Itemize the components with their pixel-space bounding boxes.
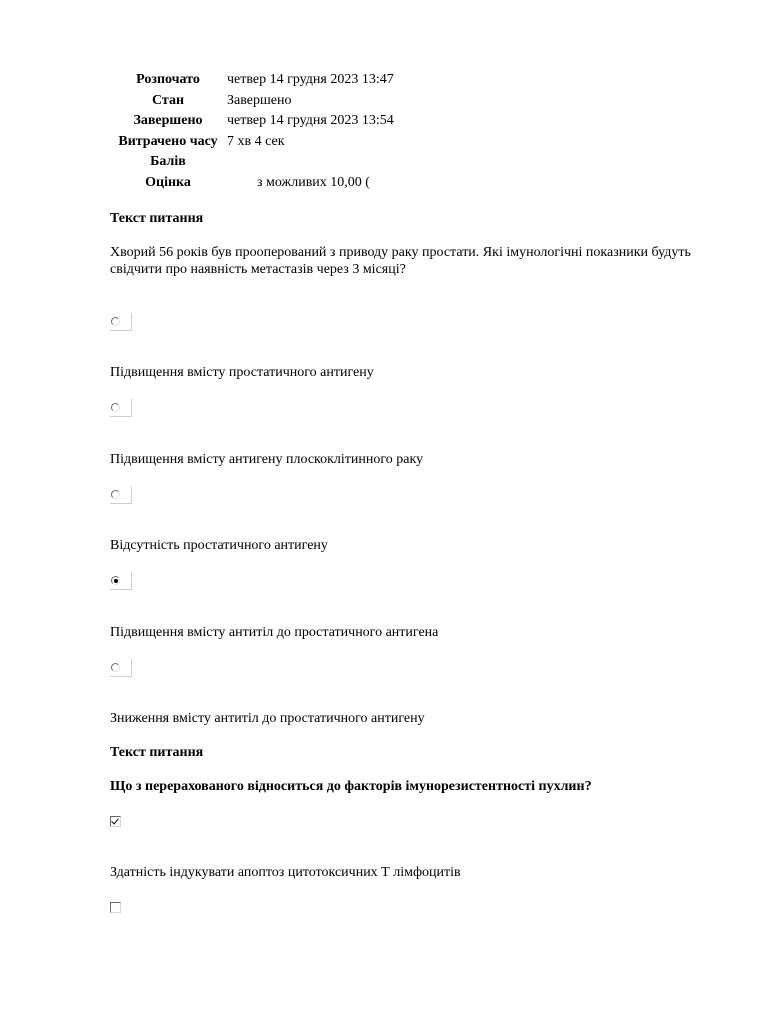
started-label: Розпочато (136, 72, 200, 88)
summary-row-finished (112, 111, 394, 132)
time-taken-label: Витрачено часу (118, 133, 218, 149)
question-2-text: Що з перерахованого відноситься до факторів імунорезистентності пухлин? (110, 779, 592, 794)
option-1-radio[interactable] (111, 317, 120, 326)
summary-row-points (112, 152, 394, 173)
attempt-summary-table (112, 70, 394, 193)
option-3-radio[interactable] (111, 490, 120, 499)
option-3-label: Відсутність простатичного антигену (110, 538, 328, 553)
option-a-label: Здатність індукувати апоптоз цитотоксичних Т лімфоцитів (110, 865, 461, 880)
time-taken-value: 7 хв 4 сек (227, 133, 285, 149)
question-1-heading: Текст питання (110, 211, 204, 226)
state-value: Завершено (227, 92, 292, 108)
option-4-radio-selected[interactable] (111, 576, 120, 585)
grade-label: Оцінка (145, 174, 191, 190)
question-2-heading: Текст питання (110, 745, 204, 760)
option-2-radio-container[interactable] (110, 399, 132, 417)
option-5-label: Зниження вмісту антитіл до простатичного антигену (110, 711, 425, 726)
points-label: Балів (150, 154, 186, 170)
option-2-radio[interactable] (111, 403, 120, 412)
summary-row-started (112, 70, 394, 91)
finished-label: Завершено (133, 113, 203, 129)
points-value (227, 152, 394, 173)
option-2-label: Підвищення вмісту антигену плоскоклітинного раку (110, 452, 424, 467)
option-4-radio-container[interactable] (110, 572, 132, 590)
summary-row-grade (112, 173, 394, 194)
finished-value: четвер 14 грудня 2023 13:54 (227, 113, 394, 129)
option-1-radio-container[interactable] (110, 313, 132, 331)
started-value: четвер 14 грудня 2023 13:47 (227, 72, 394, 88)
question-1-text: Хворий 56 років був прооперований з приводу раку простати. Які імунологічні показники будуть свідчити про наявність метастазів через 3 місяці? (110, 245, 691, 277)
summary-row-time (112, 132, 394, 153)
option-4-label: Підвищення вмісту антитіл до простатичного антигена (110, 625, 439, 640)
option-1-label: Підвищення вмісту простатичного антигену (110, 365, 374, 380)
option-b-checkbox[interactable] (110, 902, 121, 913)
summary-row-state (112, 91, 394, 112)
option-5-radio-container[interactable] (110, 659, 132, 677)
state-label: Стан (151, 92, 185, 108)
option-5-radio[interactable] (111, 663, 120, 672)
grade-value: з можливих 10,00 ( (257, 174, 370, 190)
option-a-checkbox-checked[interactable] (110, 816, 121, 827)
option-3-radio-container[interactable] (110, 486, 132, 504)
